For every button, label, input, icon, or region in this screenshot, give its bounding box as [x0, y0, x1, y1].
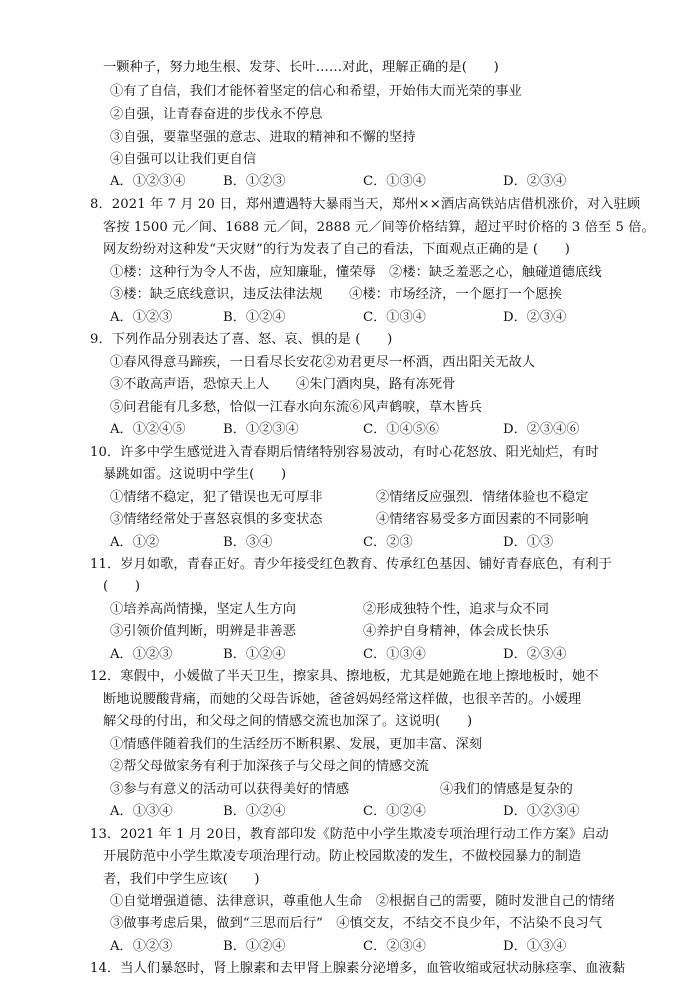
- option-line: ③做事考虑后果，做到“三思而后行” ④慎交友，不结交不良少年，不沾染不良习气: [110, 916, 603, 931]
- question-stem: 一颗种子，努力地生根、发芽、长叶……对此，理解正确的是( ): [103, 60, 499, 75]
- choice-a: A．①②③④: [110, 174, 186, 189]
- question-10-stem: 暴跳如雷。这说明中学生( ): [103, 467, 287, 482]
- choice-a: A．①②③: [110, 647, 173, 662]
- option-line: ①楼：这种行为令人不齿，应知廉耻，懂荣辱 ②楼：缺乏羞恶之心，触碰道德底线: [110, 265, 602, 280]
- option-line: ①情绪不稳定，犯了错误也无可厚非: [110, 490, 323, 505]
- choice-a: A．①③④: [110, 804, 173, 819]
- choice-b: B．①②④: [223, 310, 286, 325]
- option-line: ③情绪经常处于喜怒哀惧的多变状态: [110, 512, 323, 527]
- choice-d: D．①②③④: [503, 804, 580, 819]
- option-line: ②形成独特个性，追求与众不同: [363, 602, 550, 617]
- option-line: ①春风得意马蹄疾，一日看尽长安花②劝君更尽一杯酒，西出阳关无故人: [110, 355, 536, 370]
- question-11-stem: 11．岁月如歌，青春正好。青少年接受红色教育、传承红色基因、铺好青春底色，有利于: [90, 557, 612, 572]
- choice-c: C．①③④: [363, 647, 426, 662]
- choice-d: D．②③④: [503, 310, 567, 325]
- question-8-stem: 客按 1500 元／间、1688 元／间，2888 元／间等价格结算，超过平时价格的 3 倍至 5 倍。: [103, 220, 655, 235]
- option-line: ⑤问君能有几多愁，恰似一江春水向东流⑥风声鹤唳，草木皆兵: [110, 400, 483, 415]
- choice-d: D．①③④: [503, 939, 567, 954]
- option-line: ①情感伴随着我们的生活经历不断积累、发展，更加丰富、深刻: [110, 737, 483, 752]
- choice-c: C．①③④: [363, 310, 426, 325]
- question-12-stem: 断地说腰酸背痛，而她的父母告诉她，爸爸妈妈经常这样做，也很辛苦的。小媛理: [103, 692, 582, 707]
- option-line: ②自强，让青春奋进的步伐永不停息: [110, 107, 323, 122]
- option-line: ②帮父母做家务有利于加深孩子与父母之间的情感交流: [110, 759, 429, 774]
- question-10-stem: 10．许多中学生感觉进入青春期后情绪特别容易波动，有时心花怒放、阳光灿烂，有时: [90, 445, 599, 460]
- choice-d: D．②③④⑥: [503, 422, 580, 437]
- choice-b: B．①②④: [223, 939, 286, 954]
- option-line: ②情绪反应强烈．情绪体验也不稳定: [376, 490, 589, 505]
- choice-b: B．③④: [223, 535, 273, 550]
- option-line: ①培养高尚情操，坚定人生方向: [110, 602, 297, 617]
- choice-b: B．①②④: [223, 804, 286, 819]
- choice-a: A．①②③: [110, 310, 173, 325]
- choice-c: C．②③: [363, 535, 413, 550]
- choice-c: C．①③④: [363, 174, 426, 189]
- option-line: ①有了自信，我们才能怀着坚定的信心和希望，开始伟大而光荣的事业: [110, 84, 522, 99]
- question-11-stem: ( ): [103, 579, 141, 594]
- question-8-stem: 8．2021 年 7 月 20 日，郑州遭遇特大暴雨当天，郑州××酒店高铁站店借机涨价，对入驻顾: [90, 197, 641, 212]
- question-13-stem: 者，我们中学生应该( ): [103, 872, 260, 887]
- choice-d: D．②③④: [503, 174, 567, 189]
- choice-b: B．①②④: [223, 647, 286, 662]
- choice-d: D．①③: [503, 535, 554, 550]
- choice-d: D．②③④: [503, 647, 567, 662]
- question-13-stem: 开展防范中小学生欺凌专项治理行动。防止校园欺凌的发生，不做校园暴力的制造: [103, 849, 582, 864]
- choice-c: C．①④⑤⑥: [363, 422, 440, 437]
- question-13-stem: 13．2021 年 1 月 20日，教育部印发《防范中小学生欺凌专项治理行动工作方案》启动: [90, 827, 609, 842]
- option-line: ④养护自身精神，体会成长快乐: [363, 624, 550, 639]
- option-line: ③参与有意义的活动可以获得美好的情感: [110, 782, 350, 797]
- option-line: ③引领价值判断，明辨是非善恶: [110, 624, 297, 639]
- question-14-stem: 14．当人们暴怒时，肾上腺素和去甲肾上腺素分泌增多，血管收缩或冠状动脉痉挛、血液黏: [90, 961, 626, 976]
- question-9-stem: 9．下列作品分别表达了喜、怒、哀、惧的是 ( ): [90, 332, 393, 347]
- question-8-stem: 网友纷纷对这种发“天灾财”的行为发表了自己的看法，下面观点正确的是 ( ): [103, 242, 570, 257]
- question-12-stem: 12．寒假中，小媛做了半天卫生，擦家具、擦地板，尤其是她跪在地上擦地板时，她不: [90, 669, 599, 684]
- question-12-stem: 解父母的付出，和父母之间的情感交流也加深了。这说明( ): [103, 714, 473, 729]
- choice-c: C．①②④: [363, 804, 426, 819]
- option-line: ③楼：缺乏底线意识，违反法律法规 ④楼：市场经济，一个愿打一个愿挨: [110, 287, 562, 302]
- option-line: ④我们的情感是复杂的: [440, 782, 573, 797]
- choice-b: B．①②③④: [223, 422, 299, 437]
- option-line: ④情绪容易受多方面因素的不同影响: [376, 512, 589, 527]
- option-line: ①自觉增强道德、法律意识，尊重他人生命 ②根据自己的需要，随时发泄自己的情绪: [110, 894, 615, 909]
- choice-a: A．①②④⑤: [110, 422, 186, 437]
- choice-a: A．①②③: [110, 939, 173, 954]
- choice-b: B．①②③: [223, 174, 286, 189]
- option-line: ④自强可以让我们更自信: [110, 152, 257, 167]
- choice-a: A．①②: [110, 535, 160, 550]
- option-line: ③不敢高声语，恐惊天上人 ④朱门酒肉臭，路有冻死骨: [110, 377, 456, 392]
- choice-c: C．②③④: [363, 939, 426, 954]
- option-line: ③自强，要靠坚强的意志、进取的精神和不懈的坚持: [110, 130, 416, 145]
